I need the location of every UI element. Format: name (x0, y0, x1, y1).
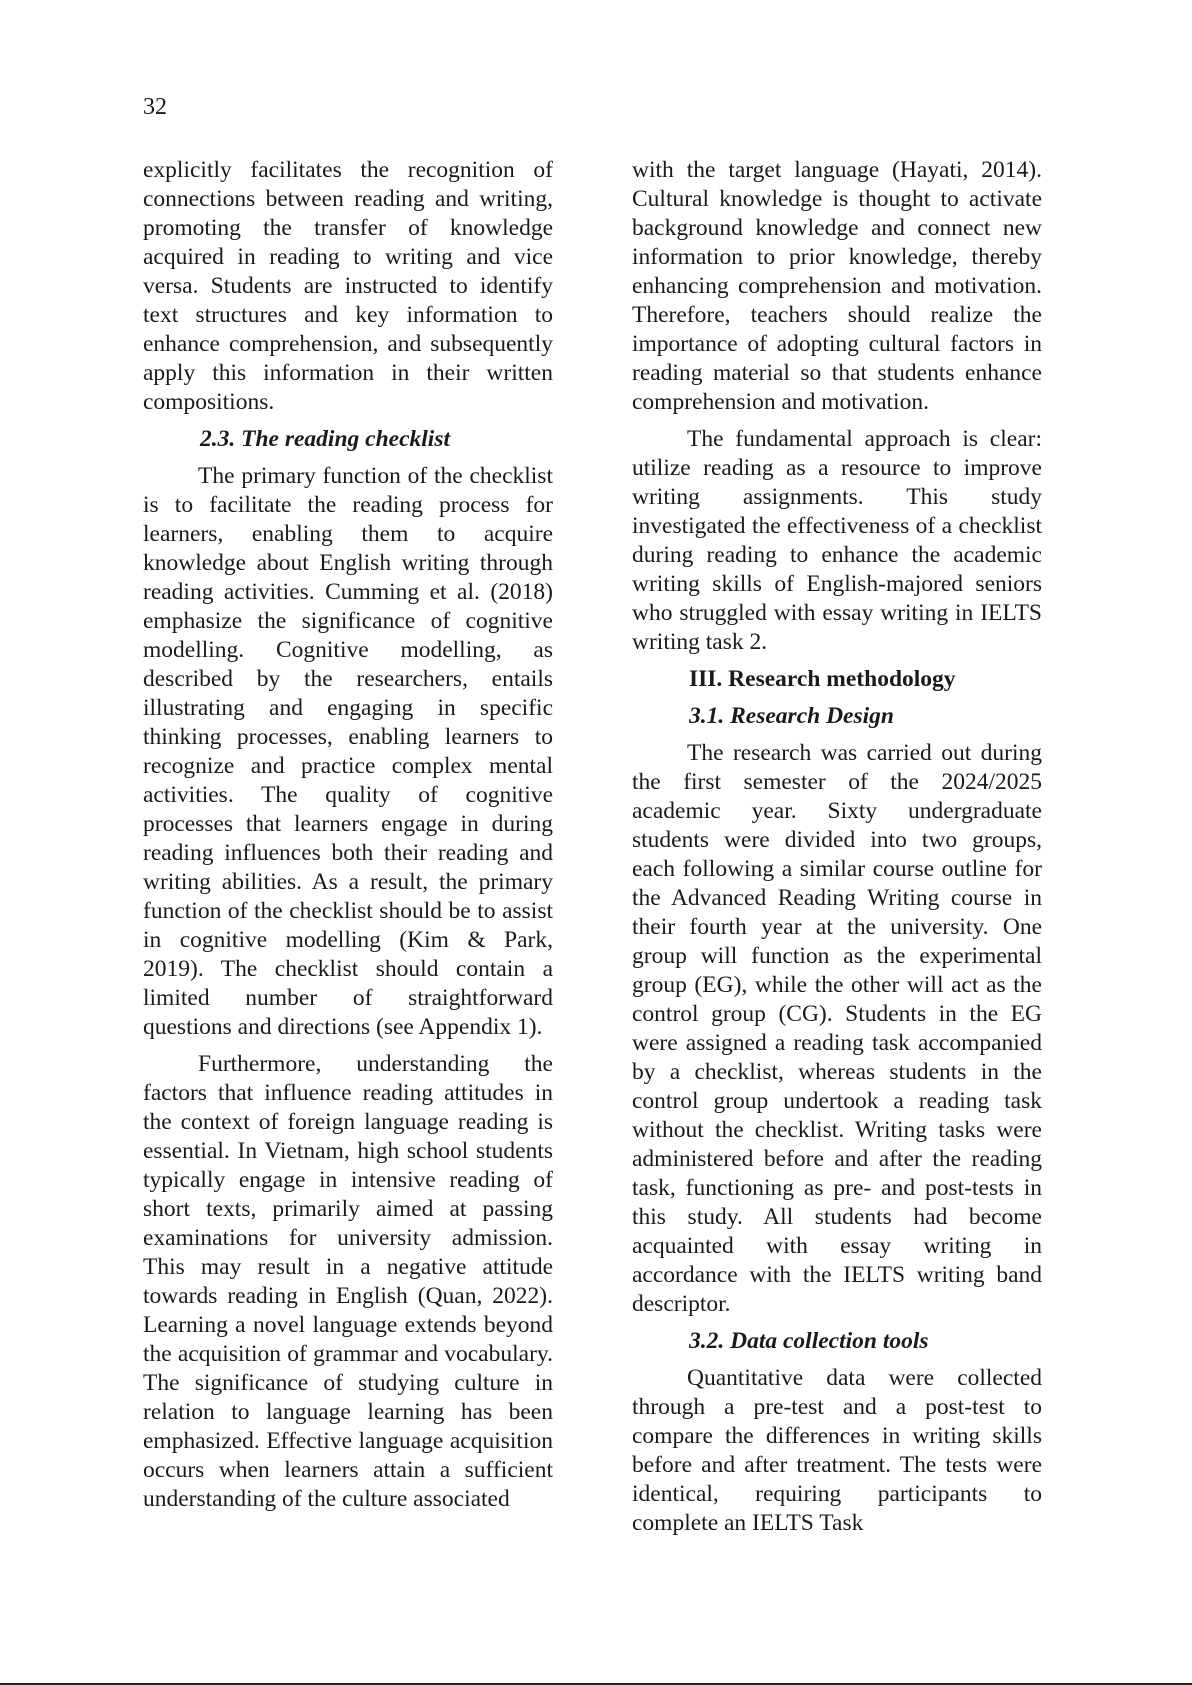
right-paragraph-research-design: The research was carried out during the first semester of the 2024/2025 academic year. Sixty undergraduate students were divided into two groups, each following a similar course outline for the Advanced Reading Writing course in their fourth year at the university. One group will function as the experimental group (EG), while the other will act as the control group (CG). Students in the EG were assigned a reading task accompanied by a checklist, whereas students in the control group undertook a reading task without the checklist. Writing tasks were administered before and after the reading task, functioning as pre- and post-tests in this study. All students had become acquainted with essay writing in accordance with the IELTS writing band descriptor. (632, 740, 1042, 1317)
right-column (632, 156, 1042, 1546)
section-heading-data-collection-tools: 3.2. Data collection tools (689, 1328, 929, 1354)
section-heading-research-methodology: III. Research methodology (689, 666, 956, 692)
section-heading-reading-checklist: 2.3. The reading checklist (200, 426, 450, 452)
left-column (143, 156, 553, 1522)
section-heading-research-design: 3.1. Research Design (689, 703, 894, 729)
right-paragraph-data-collection: Quantitative data were collected through a pre-test and a post-test to compare the differences in writing skills before and after treatment. The tests were identical, requiring participants to complete an IELTS Task (632, 1365, 1042, 1536)
right-paragraph-cultural-knowledge: with the target language (Hayati, 2014). Cultural knowledge is thought to activate background knowledge and connect new information to prior knowledge, thereby enhancing comprehension and motivation. Therefore, teachers should realize the importance of adopting cultural factors in reading material so that students enhance comprehension and motivation. (632, 157, 1042, 415)
right-paragraph-fundamental-approach: The fundamental approach is clear: utilize reading as a resource to improve writing assignments. This study investigated the effectiveness of a checklist during reading to enhance the academic writing skills of English-majored seniors who struggled with essay writing in IELTS writing task 2. (632, 426, 1042, 655)
left-paragraph-checklist-function: The primary function of the checklist is to facilitate the reading process for learners, enabling them to acquire knowledge about English writing through reading activities. Cumming et al. (2018) emphasize the significance of cognitive modelling. Cognitive modelling, as described by the researchers, entails illustrating and engaging in specific thinking processes, enabling learners to recognize and practice complex mental activities. The quality of cognitive processes that learners engage in during reading influences both their reading and writing abilities. As a result, the primary function of the checklist should be to assist in cognitive modelling (Kim & Park, 2019). The checklist should contain a limited number of straightforward questions and directions (see Appendix 1). (143, 463, 553, 1040)
left-paragraph-continuation: explicitly facilitates the recognition of connections between reading and writing, promoting the transfer of knowledge acquired in reading to writing and vice versa. Students are instructed to identify text structures and key information to enhance comprehension, and subsequently apply this information in their written compositions. (143, 157, 553, 415)
left-paragraph-reading-attitudes: Furthermore, understanding the factors that influence reading attitudes in the context of foreign language reading is essential. In Vietnam, high school students typically engage in intensive reading of short texts, primarily aimed at passing examinations for university admission. This may result in a negative attitude towards reading in English (Quan, 2022). Learning a novel language extends beyond the acquisition of grammar and vocabulary. The significance of studying culture in relation to language learning has been emphasized. Effective language acquisition occurs when learners attain a sufficient understanding of the culture associated (143, 1051, 553, 1512)
page-number: 32 (143, 94, 167, 120)
